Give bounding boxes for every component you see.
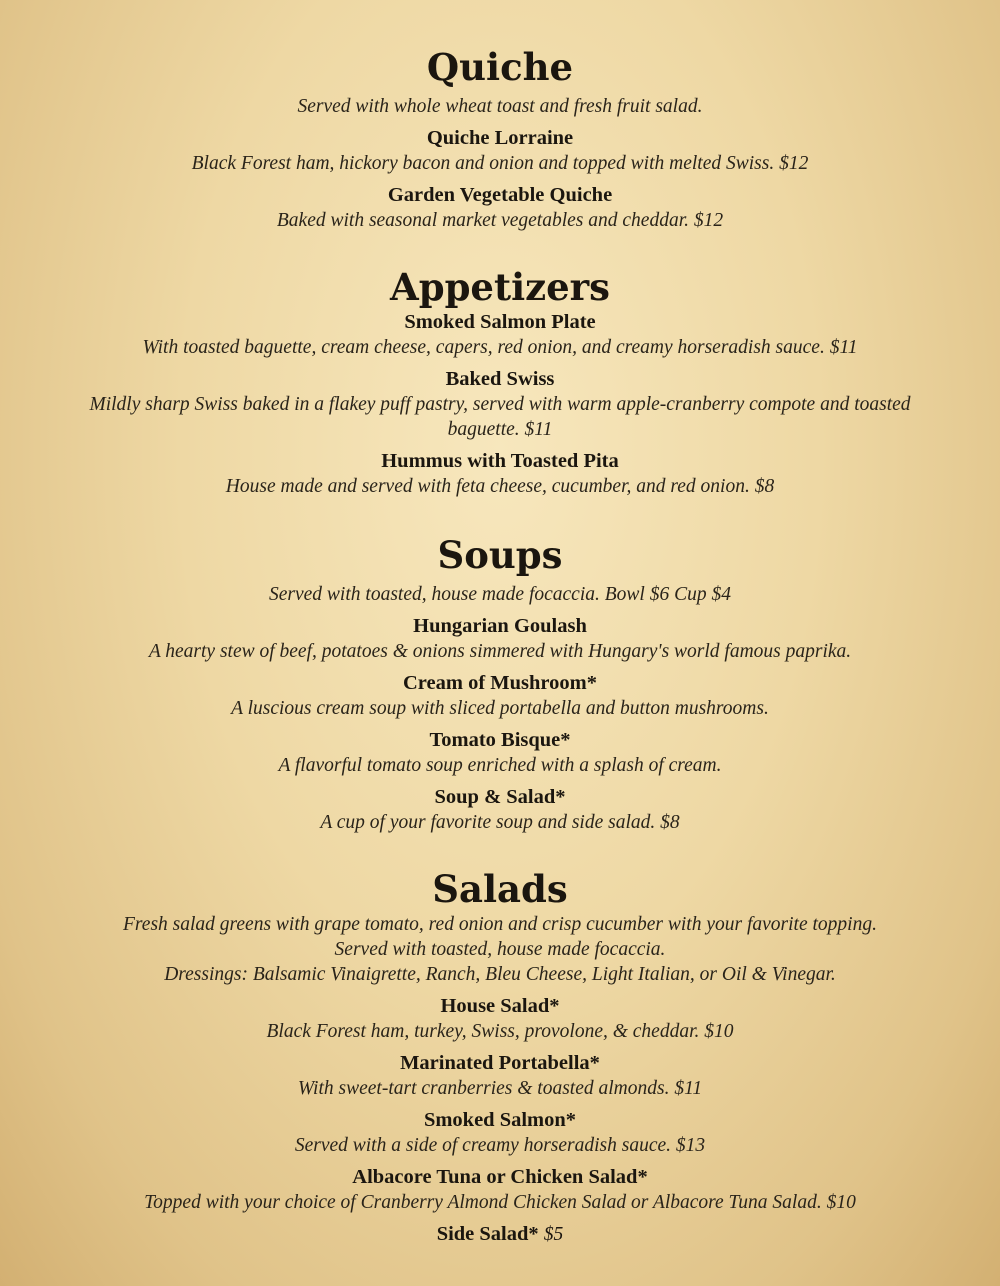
item-name: Garden Vegetable Quiche [387, 184, 613, 206]
section-intro: Served with whole wheat toast and fresh fruit salad. [297, 96, 703, 117]
section-intro-line: Fresh salad greens with grape tomato, red onion and crisp cucumber with your favorite topping. [123, 914, 877, 935]
item-name: Soup & Salad* [434, 786, 566, 808]
section-title: Soups [437, 533, 563, 577]
item-name: Tomato Bisque* [429, 729, 571, 751]
item-description: Topped with your choice of Cranberry Almond Chicken Salad or Albacore Tuna Salad. $10 [144, 1192, 856, 1213]
item-description: Black Forest ham, turkey, Swiss, provolone, & cheddar. $10 [266, 1021, 734, 1042]
section-intro-line: Dressings: Balsamic Vinaigrette, Ranch, Bleu Cheese, Light Italian, or Oil & Vinegar. [164, 964, 836, 985]
item-name-with-price [0, 1222, 1000, 1247]
section-salads [0, 868, 1000, 1247]
item-description: Baked with seasonal market vegetables and cheddar. $12 [276, 210, 724, 231]
item-name: Side Salad* [436, 1223, 539, 1245]
item-name: Baked Swiss [445, 368, 555, 390]
item-name: Marinated Portabella* [400, 1052, 600, 1074]
item-name: Albacore Tuna or Chicken Salad* [352, 1166, 648, 1188]
item-name: Smoked Salmon* [423, 1109, 577, 1131]
section-soups [0, 534, 1000, 835]
section-appetizers [0, 266, 1000, 499]
item-description: A hearty stew of beef, potatoes & onions simmered with Hungary's world famous paprika. [148, 641, 852, 662]
item-description: A flavorful tomato soup enriched with a splash of cream. [278, 755, 722, 776]
item-description: Mildly sharp Swiss baked in a flakey puff pastry, served with warm apple-cranberry compote and toasted baguette. $11 [89, 394, 911, 440]
item-name: Smoked Salmon Plate [404, 311, 596, 333]
item-description: With toasted baguette, cream cheese, capers, red onion, and creamy horseradish sauce. $11 [142, 337, 858, 358]
item-description: With sweet-tart cranberries & toasted almonds. $11 [297, 1078, 703, 1099]
item-description: A luscious cream soup with sliced portabella and button mushrooms. [231, 698, 769, 719]
item-description: House made and served with feta cheese, cucumber, and red onion. $8 [225, 476, 775, 497]
item-name: House Salad* [440, 995, 560, 1017]
section-quiche [0, 46, 1000, 233]
item-name: Cream of Mushroom* [403, 672, 597, 694]
section-title: Quiche [426, 45, 574, 89]
section-intro-line: Served with toasted, house made focaccia. [334, 939, 666, 960]
item-description: Black Forest ham, hickory bacon and onion and topped with melted Swiss. $12 [191, 153, 809, 174]
item-description: A cup of your favorite soup and side salad. $8 [320, 812, 680, 833]
section-intro: Served with toasted, house made focaccia. Bowl $6 Cup $4 [269, 584, 731, 605]
item-name: Hungarian Goulash [413, 615, 587, 637]
item-name: Quiche Lorraine [426, 127, 574, 149]
item-price: $5 [543, 1224, 564, 1245]
item-name: Hummus with Toasted Pita [381, 450, 619, 472]
item-description: Served with a side of creamy horseradish sauce. $13 [294, 1135, 706, 1156]
section-title: Salads [432, 867, 568, 911]
section-title: Appetizers [389, 265, 610, 309]
